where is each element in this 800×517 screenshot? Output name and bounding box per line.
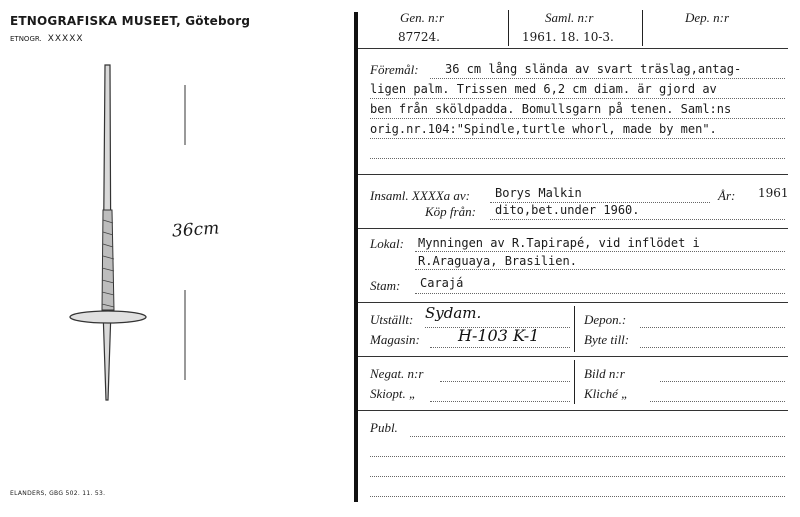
magasin-value: H-103 K-1 (458, 326, 540, 345)
sub-label-struck: XXXXX (47, 34, 84, 44)
spindle-illustration (60, 60, 260, 420)
rule (415, 251, 785, 252)
rule (370, 476, 785, 477)
insaml-value: Borys Malkin (495, 186, 582, 200)
rule (370, 98, 785, 99)
rule (430, 78, 785, 79)
ar-value: 1961 (758, 186, 789, 200)
magasin-label: Magasin: (370, 332, 420, 347)
utstallt-divider (574, 306, 575, 352)
header-rule (358, 48, 788, 49)
card-spine (354, 12, 358, 502)
negat-rule (358, 410, 788, 411)
header-divider-2 (642, 10, 643, 46)
foremal-line-1: 36 cm lång slända av svart träslag,antag- (445, 62, 742, 76)
gen-label: Gen. n:r (400, 10, 445, 25)
museum-name: ETNOGRAFISKA MUSEET, Göteborg (10, 14, 251, 28)
magasin-rule (358, 356, 788, 357)
rule (370, 496, 785, 497)
ar-label: År: (718, 188, 736, 203)
gen-value: 87724. (398, 30, 440, 44)
museum-sub-label (10, 34, 84, 44)
header-divider-1 (508, 10, 509, 46)
foremal-rule (358, 174, 788, 175)
insaml-rule (358, 228, 788, 229)
lokal-line-1: Mynningen av R.Tapirapé, vid inflödet i (418, 236, 700, 250)
publ-label: Publ. (370, 420, 398, 435)
rule (490, 202, 710, 203)
utstallt-value: Sydam. (425, 304, 482, 322)
rule (440, 381, 570, 382)
rule (660, 381, 785, 382)
bild-label: Bild n:r (584, 366, 625, 381)
printer-imprint: ELANDERS, GBG 502. 11. 53. (10, 490, 106, 497)
foremal-line-3: ben från sköldpadda. Bomullsgarn på tenen. Saml:ns (370, 102, 732, 116)
lokal-label: Lokal: (370, 236, 404, 251)
rule (430, 347, 570, 348)
foremal-line-4: orig.nr.104:"Spindle,turtle whorl, made by men". (370, 122, 717, 136)
sub-label-text: ETNOGR. (10, 35, 42, 43)
foremal-label: Föremål: (370, 62, 419, 77)
negat-divider (574, 360, 575, 404)
saml-label: Saml. n:r (545, 10, 594, 25)
utstallt-label: Utställt: (370, 312, 414, 327)
kop-value: dito,bet.under 1960. (495, 203, 640, 217)
stam-label: Stam: (370, 278, 401, 293)
stam-rule (358, 302, 788, 303)
rule (415, 293, 785, 294)
rule (425, 327, 570, 328)
rule (640, 327, 785, 328)
dep-label: Dep. n:r (685, 10, 730, 25)
measurement-note: 36cm (171, 218, 220, 242)
rule (430, 401, 570, 402)
lokal-line-2: R.Araguaya, Brasilien. (418, 254, 577, 268)
skiopt-label: Skiopt. „ (370, 386, 417, 401)
rule (370, 138, 785, 139)
stam-value: Carajá (420, 276, 464, 290)
rule (370, 158, 785, 159)
rule (650, 401, 785, 402)
negat-label: Negat. n:r (370, 366, 424, 381)
rule (370, 118, 785, 119)
kop-label: Köp från: (425, 204, 476, 219)
kliche-label: Kliché „ (584, 386, 629, 401)
rule (640, 347, 785, 348)
insaml-label: Insaml. XXXXa av: (370, 188, 471, 203)
rule (410, 436, 785, 437)
rule (370, 456, 785, 457)
depon-label: Depon.: (584, 312, 627, 327)
byte-label: Byte till: (584, 332, 630, 347)
rule (490, 219, 785, 220)
saml-value: 1961. 18. 10-3. (522, 30, 614, 44)
rule (415, 269, 785, 270)
foremal-line-2: ligen palm. Trissen med 6,2 cm diam. är gjord av (370, 82, 717, 96)
